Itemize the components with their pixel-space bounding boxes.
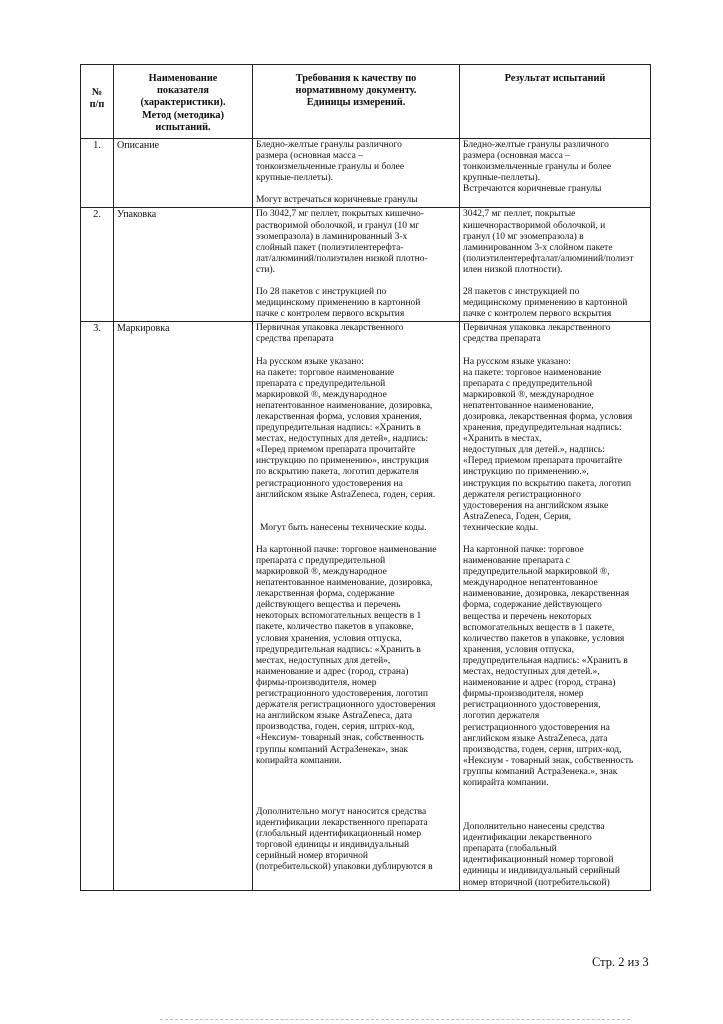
- header-requirements: Требования к качеству по нормативному документу. Единицы измерений.: [253, 65, 460, 139]
- quality-test-table: [80, 64, 651, 891]
- result-text: 3042,7 мг пеллет, покрытые кишечнорастворимой оболочкой, и гранул (10 мг эзомепразола) в ламинированном 3-х слойном пакете (полиэтилентерефталат/алюминий/полиэт илен низкой плотности).: [463, 209, 634, 275]
- table-row: [81, 322, 651, 890]
- requirement-text: По 28 пакетов с инструкцией по медицинскому применению в картонной пачке с контролем первого вскрытия: [256, 287, 421, 320]
- result-text: Бледно-желтые гранулы различного размера (основная масса – тонкоизмельченные гранулы и более крупные-пеллеты). Встречаются коричневые гранулы: [463, 140, 612, 195]
- row-requirements: [253, 208, 460, 322]
- row-requirements: [253, 322, 460, 890]
- row-number: 3.: [81, 322, 114, 890]
- row-indicator-name: Описание: [114, 139, 253, 208]
- header-number: № п/п: [81, 65, 114, 139]
- table-row: [81, 139, 651, 208]
- result-text: Дополнительно нанесены средства идентификации лекарственного препарата (глобальный идентификационный номер торговой единицы и индивидуальный серийный номер вторичной (потребительской): [463, 822, 620, 888]
- requirement-text: Могут быть нанесены технические коды.: [260, 522, 427, 533]
- result-text: На картонной пачке: торговое наименование препарата с предупредительной маркировкой ®, международное непатентованное наименование, дозировка, лекарственная форма, содержание действующего вещества и перечень некоторых вспомогательных веществ в 1 пакете, количество пакетов в упаковке, условия хранения, условия отпуска, предупредительная надпись: «Хранить в местах, недоступных для детей.», наименование и адрес (город, страна) фирмы-производителя, номер регистрационного удостоверения, логотип держателя регистрационного удостоверения на английском языке AstraZeneca, дата производства, годен, серия, штрих-код, «Нексиум - товарный знак, собственность группы компаний АстраЗенека.», знак копирайта компании.: [463, 545, 634, 788]
- requirement-text: Бледно-желтые гранулы различного размера (основная масса – тонкоизмельченные гранулы и более крупные-пеллеты).: [256, 140, 405, 184]
- row-number: 2.: [81, 208, 114, 322]
- result-text: Первичная упаковка лекарственного средства препарата: [463, 323, 611, 345]
- row-number: 1.: [81, 139, 114, 208]
- table-header-row: [81, 65, 651, 139]
- requirement-text: Могут встречаться коричневые гранулы: [256, 195, 418, 206]
- row-requirements: [253, 139, 460, 208]
- row-result: [460, 139, 651, 208]
- row-result: [460, 322, 651, 890]
- table-row: [81, 208, 651, 322]
- page-number: Стр. 2 из 3: [592, 955, 649, 969]
- row-result: [460, 208, 651, 322]
- requirement-text: По 3042,7 мг пеллет, покрытых кишечно- растворимой оболочкой, и гранул (10 мг эзомепразола) в ламинированный 3-х слойный пакет (полиэтилентерефта- лат/алюминий/полиэтилен низкой плотно- сти).: [256, 209, 428, 275]
- row-indicator-name: Упаковка: [114, 208, 253, 322]
- scan-artifact-line: [160, 1019, 630, 1021]
- header-test-result: Результат испытаний: [460, 65, 651, 139]
- result-text: 28 пакетов с инструкцией по медицинскому применению в картонной пачке с контролем первого вскрытия: [463, 287, 628, 320]
- row-indicator-name: Маркировка: [114, 322, 253, 890]
- requirement-text: Дополнительно могут наносится средства идентификации лекарственного препарата (глобальный идентификационный номер торговой единицы и индивидуальный серийный номер вторичной (потребительской) упаковки дублируются в: [256, 806, 433, 873]
- header-indicator-name: Наименование показателя (характеристики). Метод (методика) испытаний.: [114, 65, 253, 139]
- requirement-text: Первичная упаковка лекарственного средства препарата: [256, 323, 404, 345]
- requirement-text: На картонной пачке: торговое наименование препарата с предупредительной маркировкой ®, международное непатентованное наименование, дозировка, лекарственная форма, содержание действующего вещества и перечень некоторых вспомогательных веществ в 1 пакете, количество пакетов в упаковке, условия хранения, условия отпуска, предупредительная надпись: «Хранить в местах, недоступных для детей», наименование и адрес (город, страна) фирмы-производителя, номер регистрационного удостоверения, логотип держателя регистрационного удостоверения на английском языке AstraZeneca, дата производства, годен, серия, штрих-код, «Нексиум- товарный знак, собственность группы компаний АстраЗенека», знак копирайта компании.: [256, 544, 437, 766]
- requirement-text: На русском языке указано: на пакете: торговое наименование препарата с предупредительной маркировкой ®, международное непатентованное наименование, дозировка, лекарственная форма, условия хранения, предупредительная надпись: «Хранить в местах, недоступных для детей», надпись: «Перед приемом препарата прочитайте инструкцию по применению», инструкция по вскрытию пакета, логотип держателя регистрационного удостоверения на английском языке AstraZeneca, годен, серия.: [256, 356, 436, 500]
- result-text: На русском языке указано: на пакете: торговое наименование препарата с предупредительной маркировкой ®, международное непатентованное наименование, дозировка, лекарственная форма, условия хранения, предупредительная надпись: «Хранить в местах, недоступных для детей.», надпись: «Перед приемом препарата прочитайте инструкцию по применению.», инструкция по вскрытию пакета, логотип держателя регистрационного удостоверения на английском языке AstraZeneca, Годен, Серия, технические коды.: [463, 356, 633, 533]
